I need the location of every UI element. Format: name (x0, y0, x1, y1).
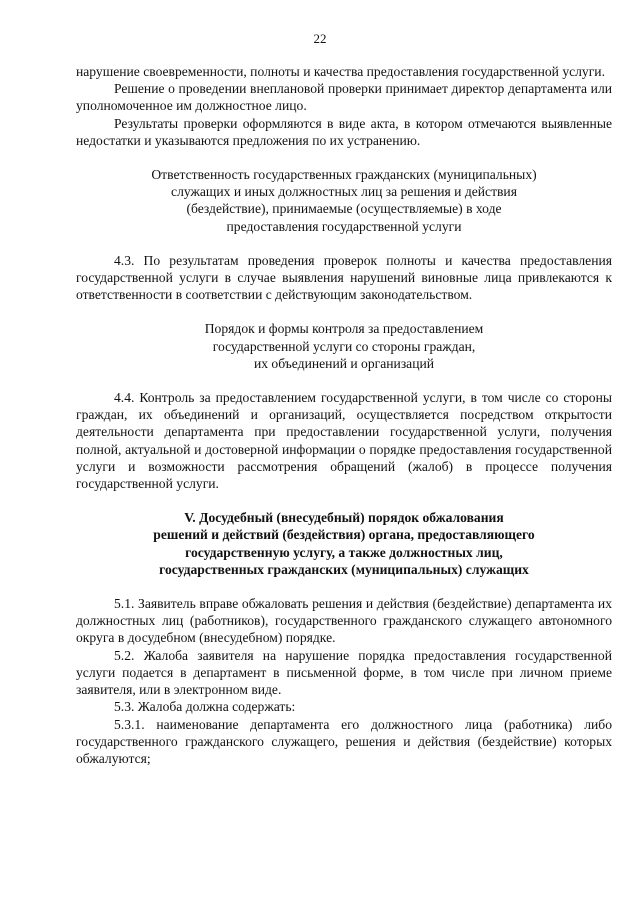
heading-responsibility (76, 166, 612, 235)
intro-paragraph-decision: Решение о проведении внеплановой проверки принимает директор департамента или уполномоченное им должностное лицо. (76, 81, 612, 114)
paragraph-5-3: 5.3. Жалоба должна содержать: (114, 699, 296, 715)
intro-paragraph-results: Результаты проверки оформляются в виде акта, в котором отмечаются выявленные недостатки и указываются предложения по их устранению. (76, 115, 612, 148)
document-body (76, 63, 612, 767)
paragraph-4-4: 4.4. Контроль за предоставлением государственной услуги, в том числе со стороны граждан, их объединений и организаций, осуществляется посредством открытости деятельности департамента при предоставлении государственной услуги, получения полной, актуальной и достоверной информации о порядке предоставления государственной услуги и возможности рассмотрения обращений (жалоб) в процессе получения государственной услуги. (76, 390, 612, 492)
heading-line: государственных гражданских (муниципальных) служащих (159, 561, 529, 577)
page-number: 22 (313, 31, 327, 46)
heading-line: их объединений и организаций (253, 355, 435, 371)
paragraph-5-1: 5.1. Заявитель вправе обжаловать решения и действия (бездействие) департамента их должностных лиц (работников), государственного гражданского служащего автономного округа в досудебном (внесудебном) порядке. (76, 596, 612, 646)
heading-line: Ответственность государственных гражданских (муниципальных) (151, 167, 537, 183)
intro-paragraph-continuation: нарушение своевременности, полноты и качества предоставления государственной услуги. (76, 64, 605, 79)
heading-section-v (76, 509, 612, 578)
heading-line: (бездействие), принимаемые (осуществляемые) в ходе (186, 201, 502, 217)
heading-line: государственную услугу, а также должностных лиц, (185, 544, 503, 560)
paragraph-5-2: 5.2. Жалоба заявителя на нарушение порядка предоставления государственной услуги подается в департамент в письменной форме, в том числе при личном приеме заявителя, или в электронном виде. (76, 647, 612, 698)
heading-line: Порядок и формы контроля за предоставлением (204, 321, 484, 337)
heading-line: решений и действий (бездействия) органа, предоставляющего (153, 527, 535, 543)
paragraph-4-3: 4.3. По результатам проведения проверок полноты и качества предоставления государственной услуги в случае выявления нарушений виновные лица привлекаются к ответственности в соответствии с действующим законодательством. (76, 252, 612, 303)
heading-line: служащих и иных должностных лиц за решения и действия (171, 184, 517, 200)
paragraph-5-3-1: 5.3.1. наименование департамента его должностного лица (работника) либо государственного гражданского служащего, решения и действия (бездействие) которых обжалуются; (76, 716, 612, 766)
heading-line: V. Досудебный (внесудебный) порядок обжалования (184, 510, 504, 526)
heading-control (76, 320, 612, 372)
heading-line: предоставления государственной услуги (226, 218, 462, 234)
heading-line: государственной услуги со стороны граждан, (212, 338, 476, 354)
